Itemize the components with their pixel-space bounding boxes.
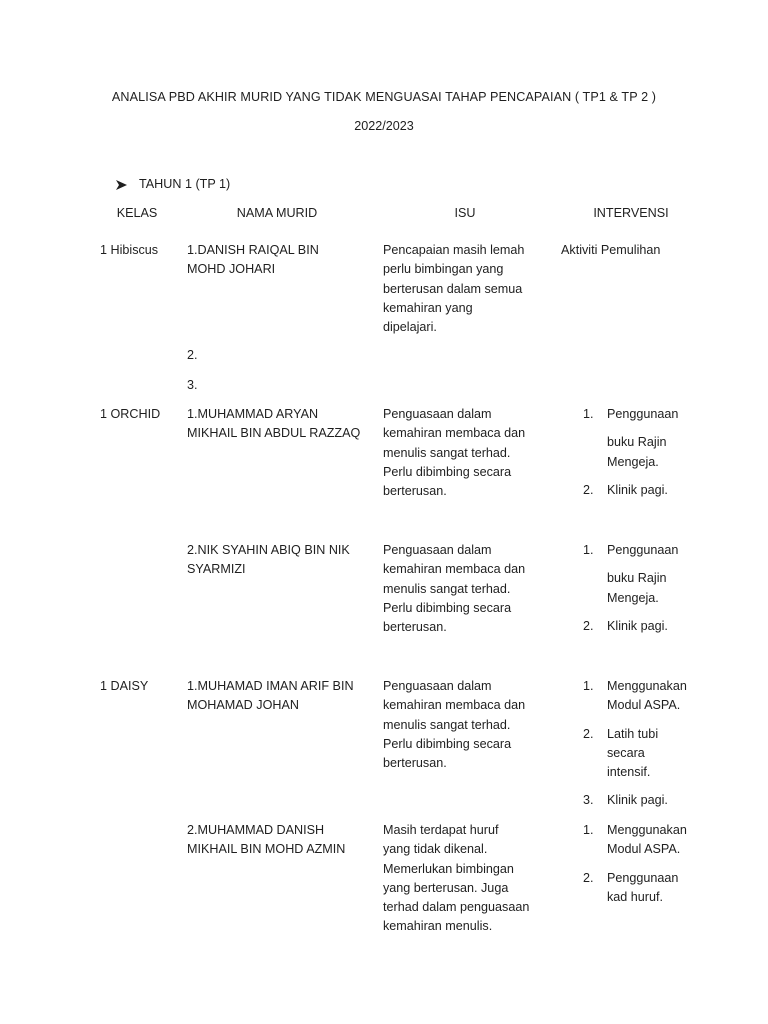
intervensi-list — [583, 405, 678, 500]
document-title: ANALISA PBD AKHIR MURID YANG TIDAK MENGUASAI TAHAP PENCAPAIAN ( TP1 & TP 2 ) — [111, 90, 657, 104]
text-line: Pencapaian masih lemah — [383, 243, 525, 257]
text-line: SYARMIZI — [187, 562, 246, 577]
intervensi-item — [583, 541, 678, 608]
item-number: 2. — [583, 618, 594, 633]
text-line: menulis sangat terhad. — [383, 445, 511, 460]
isu-cell — [383, 677, 525, 773]
document-year: 2022/2023 — [354, 119, 414, 133]
intervensi-item — [583, 791, 687, 810]
nama-murid-cell — [187, 821, 345, 860]
item-number: 2. — [583, 870, 594, 885]
text-line: berterusan. — [383, 484, 447, 499]
text-line: kemahiran membaca dan — [383, 562, 526, 577]
text-line: MOHAMAD JOHAN — [187, 698, 299, 713]
section-heading — [115, 176, 230, 193]
line-gap — [607, 424, 678, 433]
nama-murid-cell — [187, 405, 360, 444]
kelas-cell: 1 Hibiscus — [100, 243, 159, 257]
line-gap — [607, 560, 678, 569]
nama-murid-cell — [187, 241, 319, 280]
intervensi-list — [583, 821, 687, 907]
text-line: Perlu dibimbing secara — [383, 464, 512, 479]
text-line: kad huruf. — [607, 889, 664, 904]
text-line: Mengeja. — [607, 590, 659, 605]
kelas-cell: 1 ORCHID — [100, 407, 161, 421]
intervensi-list — [583, 677, 687, 811]
text-line: Penguasaan dalam — [383, 407, 492, 421]
text-line: perlu bimbingan yang — [383, 262, 504, 277]
item-number: 2. — [583, 482, 594, 497]
text-line: Masih terdapat huruf — [383, 823, 499, 837]
header-nama-murid: NAMA MURID — [236, 206, 318, 220]
text-line: Perlu dibimbing secara — [383, 736, 512, 751]
text-line: Penggunaan — [607, 870, 679, 885]
text-line: Penggunaan — [607, 407, 679, 421]
arrow-bullet-icon — [115, 179, 139, 191]
text-line: terhad dalam penguasaan — [383, 900, 530, 915]
text-line: yang berterusan. Juga — [383, 880, 509, 895]
text-line: berterusan. — [383, 620, 447, 635]
item-number: 1. — [583, 407, 594, 421]
text-line: yang tidak dikenal. — [383, 842, 488, 857]
intervensi-item — [583, 617, 678, 636]
item-number: 1. — [583, 543, 594, 557]
text-line: MIKHAIL BIN MOHD AZMIN — [187, 842, 346, 857]
isu-cell — [383, 241, 524, 337]
isu-cell — [383, 821, 529, 937]
header-isu: ISU — [454, 206, 476, 220]
text-line: Menggunakan — [607, 823, 687, 837]
intervensi-cell: Aktiviti Pemulihan — [561, 243, 661, 257]
intervensi-item — [583, 405, 678, 472]
intervensi-item — [583, 677, 687, 716]
text-line: Penguasaan dalam — [383, 679, 492, 693]
text-line: Penguasaan dalam — [383, 543, 492, 557]
text-line: 1.MUHAMAD IMAN ARIF BIN — [187, 679, 354, 693]
text-line: Klinik pagi. — [607, 618, 668, 633]
text-line: Mengeja. — [607, 454, 659, 469]
intervensi-item — [583, 869, 687, 908]
item-number: 1. — [583, 823, 594, 837]
text-line: secara — [607, 745, 645, 760]
text-line: MOHD JOHARI — [187, 262, 276, 277]
item-number: 2. — [583, 726, 594, 741]
text-line: dipelajari. — [383, 320, 437, 335]
text-line: 1.DANISH RAIQAL BIN — [187, 243, 319, 257]
isu-cell — [383, 541, 525, 637]
text-line: MIKHAIL BIN ABDUL RAZZAQ — [187, 426, 361, 441]
text-line: buku Rajin — [607, 435, 667, 450]
empty-student-slot: 2. — [187, 348, 198, 362]
text-line: Modul ASPA. — [607, 698, 681, 713]
header-intervensi: INTERVENSI — [593, 206, 669, 220]
text-line: kemahiran membaca dan — [383, 698, 526, 713]
text-line: Modul ASPA. — [607, 842, 681, 857]
text-line: 1.MUHAMMAD ARYAN — [187, 407, 319, 421]
text-line: Klinik pagi. — [607, 482, 668, 497]
header-kelas: KELAS — [116, 206, 158, 220]
item-number: 3. — [583, 793, 594, 808]
text-line: berterusan dalam semua — [383, 281, 523, 296]
text-line: kemahiran yang — [383, 300, 473, 315]
intervensi-item — [583, 821, 687, 860]
text-line: menulis sangat terhad. — [383, 581, 511, 596]
text-line: Memerlukan bimbingan — [383, 861, 514, 876]
text-line: intensif. — [607, 765, 651, 780]
text-line: kemahiran membaca dan — [383, 426, 526, 441]
text-line: menulis sangat terhad. — [383, 717, 511, 732]
intervensi-list — [583, 541, 678, 636]
intervensi-item — [583, 481, 678, 500]
text-line: Penggunaan — [607, 543, 679, 557]
text-line: Latih tubi — [607, 726, 659, 741]
text-line: 2.MUHAMMAD DANISH — [187, 823, 325, 837]
nama-murid-cell — [187, 677, 354, 716]
text-line: buku Rajin — [607, 571, 667, 586]
text-line: kemahiran menulis. — [383, 919, 493, 934]
empty-student-slot: 3. — [187, 378, 198, 392]
text-line: 2.NIK SYAHIN ABIQ BIN NIK — [187, 543, 350, 557]
item-number: 1. — [583, 679, 594, 693]
text-line: berterusan. — [383, 756, 447, 771]
text-line: Klinik pagi. — [607, 793, 668, 808]
isu-cell — [383, 405, 525, 501]
kelas-cell: 1 DAISY — [100, 679, 149, 693]
text-line: Menggunakan — [607, 679, 687, 693]
nama-murid-cell — [187, 541, 350, 580]
text-line: Perlu dibimbing secara — [383, 600, 512, 615]
intervensi-item — [583, 725, 687, 783]
section-label: TAHUN 1 (TP 1) — [139, 177, 231, 191]
